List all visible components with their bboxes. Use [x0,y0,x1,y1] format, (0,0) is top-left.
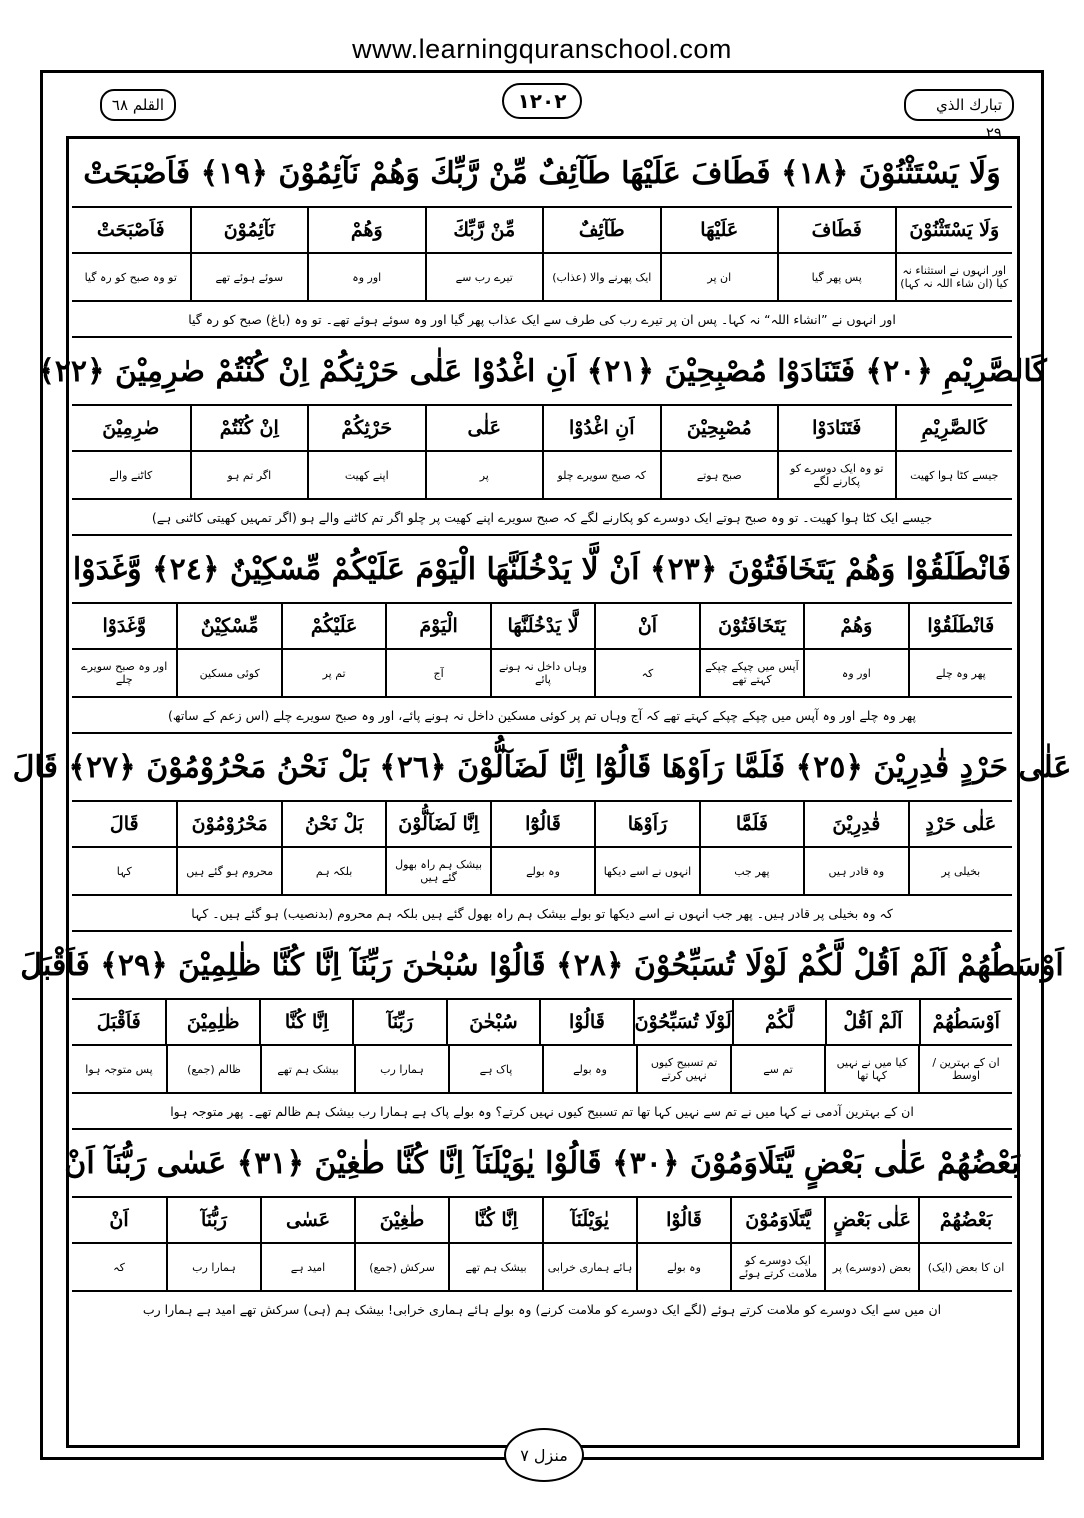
meaning-row [72,846,1012,894]
word-meaning: کہ صبح سویرے چلو [542,452,660,498]
arabic-word: لَّكُمْ [732,1000,825,1044]
arabic-word: يَّتَلَاوَمُوْنَ [730,1198,824,1242]
verse-block [12,732,1072,930]
meaning-row [72,1242,1012,1290]
arabic-word: مِّسْكِيْنٌ [176,604,280,648]
arabic-word: رَبِّنَآ [352,1000,445,1044]
verse-block [20,930,1064,1128]
word-meaning: سوئے ہوئے تھے [190,254,308,300]
word-meaning: تو وہ ایک دوسرے کو پکارنے لگے [777,452,895,498]
urdu-translation: اور انہوں نے ”انشاء اللہ“ نہ کہا۔ پس ان پر تیرے رب کی طرف سے ایک عذاب پھر گیا اور وہ سوئے ہوئے تھے۔ تو وہ (باغ) صبح کو رہ گیا [72,300,1012,336]
arabic-word: اِنْ كُنْتُمْ [190,406,308,450]
word-meaning: تم تسبیح کیوں نہیں کرتے [636,1046,730,1092]
word-meaning: ہائے ہماری خرابی [542,1244,636,1290]
meaning-row [72,648,1012,696]
word-meaning: انہوں نے اسے دیکھا [594,848,698,894]
arabic-word: كَالصَّرِيْمِ [895,406,1013,450]
word-meaning: تو وہ صبح کو رہ گیا [84,270,177,284]
word-meaning: بعض (دوسرے) پر [824,1244,918,1290]
arabic-verse: وَلَا يَسْتَثْنُوْنَ ﴿١٨﴾ فَطَافَ عَلَيْهَا طَآئِفٌ مِّنْ رَّبِّكَ وَهُمْ نَآئِمُوْنَ ﴿١٩﴾ فَاَصْبَحَتْ [83,155,1001,191]
word-meaning: اپنے کھیت [307,452,425,498]
arabic-word: اِنَّا كُنَّا [259,1000,352,1044]
word-meaning: پس متوجہ ہوا [85,1062,153,1076]
verse-block [72,534,1012,732]
arabic-word: وَّغَدَوْا [102,615,147,637]
word-meaning: کاٹنے والے [109,468,153,482]
surah-name-header [88,88,188,122]
word-row [72,206,1012,252]
word-meaning: وہ بولے [636,1244,730,1290]
arabic-word: صٰرِمِيْنَ [102,417,160,439]
urdu-translation: پھر وہ چلے اور وہ آپس میں چپکے چپکے کہتے تھے کہ آج وہاں تم پر کوئی مسکین داخل نہ ہونے پائے، اور وہ صبح سویرے چلے (اس زعم کے ساتھ) [72,696,1012,732]
page-number: ١٢٠٢ [502,83,583,119]
arabic-word: فَتَنَادَوْا [777,406,895,450]
word-meaning: ان کا بعض (ایک) [918,1244,1012,1290]
arabic-word: عَلٰى حَرْدٍ [908,802,1012,846]
arabic-word: طَآئِفٌ [542,208,660,252]
arabic-verse: بَعْضُهُمْ عَلٰى بَعْضٍ يَّتَلَاوَمُوْنَ ﴿٣٠﴾ قَالُوْا يٰوَيْلَنَآ اِنَّا كُنَّا طٰغِيْنَ ﴿٣١﴾ عَسٰى رَبُّنَآ اَنْ [72,1128,1012,1196]
arabic-word: وَهُمْ [803,604,907,648]
arabic-verse: كَالصَّرِيْمِ ﴿٢٠﴾ فَتَنَادَوْا مُصْبِحِيْنَ ﴿٢١﴾ اَنِ اغْدُوْا عَلٰى حَرْثِكُمْ اِنْ كُنْتُمْ صٰرِمِيْنَ ﴿٢٢﴾ [72,336,1012,404]
word-meaning: وہاں داخل نہ ہونے پائے [490,650,594,696]
arabic-word: طٰغِيْنَ [354,1198,448,1242]
arabic-word: يٰوَيْلَنَآ [542,1198,636,1242]
arabic-word: سُبْحٰنَ [446,1000,539,1044]
arabic-word: يَتَخَافَتُوْنَ [699,604,803,648]
word-meaning: ایک پھرنے والا (عذاب) [542,254,660,300]
word-meaning: محروم ہو گئے ہیں [176,848,280,894]
juz-name-header [904,88,1014,142]
arabic-word: مُصْبِحِيْنَ [660,406,778,450]
word-meaning: آج [385,650,489,696]
arabic-word: قَالُوْا [539,1000,632,1044]
arabic-word: قَالُوْٓا [490,802,594,846]
word-meaning: ان پر [660,254,778,300]
arabic-word: وَهُمْ [307,208,425,252]
verse-block [37,336,1047,534]
arabic-word: عَلٰى بَعْضٍ [824,1198,918,1242]
word-meaning: وہ قادر ہیں [803,848,907,894]
word-meaning: بیشک ہم راہ بھول گئے ہیں [385,848,489,894]
arabic-word: بَعْضُهُمْ [918,1198,1012,1242]
urdu-translation: ان کے بہترین آدمی نے کہا میں نے تم سے نہیں کہا تھا تم تسبیح کیوں نہیں کرتے؟ وہ بولے پاک ہے ہمارا رب بیشک ہم ظالم تھے۔ پھر متوجہ ہوا [72,1092,1012,1128]
word-meaning: کہ [594,650,698,696]
meaning-row [72,1044,1012,1092]
manzil-badge: منزل ٧ [504,1428,584,1482]
arabic-word: مَحْرُوْمُوْنَ [176,802,280,846]
arabic-word: مِّنْ رَّبِّكَ [425,208,543,252]
arabic-word: عَلَيْهَا [660,208,778,252]
page-number-header [500,84,584,118]
arabic-word: عَلَيْكُمْ [281,604,385,648]
arabic-verse: عَلٰى حَرْدٍ قٰدِرِيْنَ ﴿٢٥﴾ فَلَمَّا رَاَوْهَا قَالُوْٓا اِنَّا لَضَآلُّوْنَ ﴿٢٦﴾ بَلْ نَحْنُ مَحْرُوْمُوْنَ ﴿٢٧﴾ قَالَ [72,732,1012,800]
word-row [72,602,1012,648]
arabic-word: اَنْ [109,1209,129,1231]
arabic-word: عَلٰى [425,406,543,450]
word-meaning: تم سے [730,1046,824,1092]
word-meaning: آپس میں چپکے چپکے کہتے تھے [699,650,803,696]
arabic-word: لَّا يَدْخُلَنَّهَا [490,604,594,648]
arabic-verse: فَانْطَلَقُوْا وَهُمْ يَتَخَافَتُوْنَ ﴿٢٣﴾ اَنْ لَّا يَدْخُلَنَّهَا الْيَوْمَ عَلَيْكُمْ مِّسْكِيْنٌ ﴿٢٤﴾ وَّغَدَوْا [72,534,1012,602]
arabic-word: عَسٰى [260,1198,354,1242]
site-url[interactable]: www.learningquranschool.com [352,34,732,64]
arabic-word: فَطَافَ [777,208,895,252]
word-row [72,800,1012,846]
arabic-word: قَالُوْا [636,1198,730,1242]
arabic-word: اَوْسَطُهُمْ [919,1000,1012,1044]
arabic-word: ظٰلِمِيْنَ [165,1000,258,1044]
arabic-word: الْيَوْمَ [385,604,489,648]
word-meaning: وہ بولے [542,1046,636,1092]
word-meaning: اور وہ [307,254,425,300]
arabic-word: فَانْطَلَقُوْا [908,604,1012,648]
arabic-word: فَاَصْبَحَتْ [96,219,165,241]
arabic-word: اِنَّا لَضَآلُّوْنَ [385,802,489,846]
word-meaning: کہ [113,1260,125,1274]
word-meaning: اگر تم ہو [190,452,308,498]
arabic-word: فَلَمَّا [699,802,803,846]
word-row [72,404,1012,450]
word-row [72,1196,1012,1242]
juz-name: تبارك الذي ٢٩ [904,89,1014,121]
verse-block [64,1128,1020,1326]
word-meaning: تم پر [281,650,385,696]
word-meaning: پس پھر گیا [777,254,895,300]
word-meaning: بخیلی پر [908,848,1012,894]
word-meaning: ان کے بہترین / اوسط [918,1046,1012,1092]
arabic-word: لَوْلَا تُسَبِّحُوْنَ [633,1000,732,1044]
urdu-translation: کہ وہ بخیلی پر قادر ہیں۔ پھر جب انہوں نے اسے دیکھا تو بولے بیشک ہم راہ بھول گئے ہیں بلکہ ہم محروم (بدنصیب) ہو گئے ہیں۔ کہا [72,894,1012,930]
word-meaning: پھر وہ چلے [908,650,1012,696]
word-meaning: وہ بولے [490,848,594,894]
word-meaning: کیا میں نے نہیں کہا تھا [824,1046,918,1092]
word-meaning: ایک دوسرے کو ملامت کرتے ہوئے [730,1244,824,1290]
meaning-row [72,252,1012,300]
arabic-word: اَنِ اغْدُوْا [542,406,660,450]
word-meaning: جیسے کٹا ہوا کھیت [895,452,1013,498]
arabic-word: اِنَّا كُنَّا [448,1198,542,1242]
word-meaning: ہمارا رب [354,1046,448,1092]
arabic-word: رَبُّنَآ [166,1198,260,1242]
word-meaning: بیشک ہم تھے [260,1046,354,1092]
word-meaning: سرکش (جمع) [354,1244,448,1290]
meaning-row [72,450,1012,498]
urdu-translation: ان میں سے ایک دوسرے کو ملامت کرتے ہوئے (لگے ایک دوسرے کو ملامت کرنے) وہ بولے ہائے ہماری خرابی! بیشک ہم (ہی) سرکش تھے امید ہے ہمارا رب [72,1290,1012,1326]
arabic-word: قٰدِرِيْنَ [803,802,907,846]
word-meaning: بیشک ہم تھے [448,1244,542,1290]
word-meaning: کوئی مسکین [176,650,280,696]
word-meaning: اور وہ صبح سویرے چلے [81,660,168,686]
arabic-word: اَنْ [594,604,698,648]
word-meaning: ظالم (جمع) [166,1046,260,1092]
word-meaning: تیرے رب سے [425,254,543,300]
arabic-word: قَالَ [109,813,139,835]
word-meaning: کہا [116,864,132,878]
arabic-verse: اَوْسَطُهُمْ اَلَمْ اَقُلْ لَّكُمْ لَوْلَا تُسَبِّحُوْنَ ﴿٢٨﴾ قَالُوْا سُبْحٰنَ رَبِّنَآ اِنَّا كُنَّا ظٰلِمِيْنَ ﴿٢٩﴾ فَاَقْبَلَ [72,930,1012,998]
word-meaning: امید ہے [260,1244,354,1290]
arabic-word: فَاَقْبَلَ [96,1011,141,1033]
word-meaning: پھر جب [699,848,803,894]
arabic-word: رَاَوْهَا [594,802,698,846]
arabic-word: حَرْثِكُمْ [307,406,425,450]
word-meaning: ہمارا رب [166,1244,260,1290]
word-meaning: پاک ہے [448,1046,542,1092]
arabic-word: بَلْ نَحْنُ [281,802,385,846]
word-meaning: اور انہوں نے استثناء نہ کیا (ان شاء اللہ نہ کہا) [895,254,1013,300]
arabic-word: وَلَا يَسْتَثْنُوْنَ [895,208,1013,252]
arabic-word: نَآئِمُوْنَ [190,208,308,252]
verse-block [72,140,1012,336]
word-meaning: اور وہ [803,650,907,696]
word-meaning: بلکہ ہم [281,848,385,894]
translation-content [12,140,1072,1326]
arabic-word: اَلَمْ اَقُلْ [825,1000,918,1044]
word-row [72,998,1012,1044]
surah-name: القلم ٦٨ [100,89,176,121]
urdu-translation: جیسے ایک کٹا ہوا کھیت۔ تو وہ صبح ہوتے ایک دوسرے کو پکارنے لگے کہ صبح سویرے اپنے کھیت پر چلو اگر تم کاٹنے والے ہو (اگر تمہیں کھیتی کاٹنی ہے) [72,498,1012,534]
word-meaning: صبح ہوتے [660,452,778,498]
word-meaning: پر [425,452,543,498]
